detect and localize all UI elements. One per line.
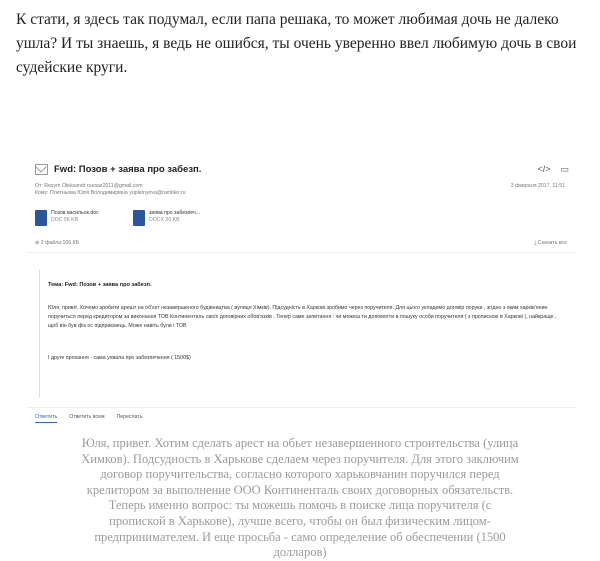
forward-button[interactable]: Переслать bbox=[116, 414, 143, 420]
reply-button[interactable]: Ответить bbox=[35, 414, 57, 423]
quoted-body: Юля, привіт. Хочемо зробити арешт на об'єкт незавершеного будівництва ( вулиця Хімків). Підсудність в Харкові зробимо через поручителя. Для цього укладемо договір поруки , згідно з яким харків'янин поручиться перед кредитором за виконання ТОВ Континенталь своїх договірних обов'язків . Тепер саме запитання : чи можеш ти допомогти в пошуку особи поручителя ( з пропискою в Харкові ), найкраще , щоб він був фіз ос підприємець. Може навіть були і ТОВ bbox=[48, 305, 557, 329]
email-subject: Fwd: Позов + заява про забезп. bbox=[54, 164, 202, 175]
reply-all-button[interactable]: Ответить всем bbox=[69, 414, 105, 420]
quoted-message bbox=[39, 270, 570, 398]
code-icon[interactable]: </> bbox=[537, 164, 551, 174]
quoted-request: І друге прохання - сама ухвала про забезпечення ( 1500$) bbox=[48, 355, 191, 361]
email-date: 3 февраля 2017, 11:51 bbox=[510, 183, 565, 189]
attachment-1[interactable] bbox=[35, 210, 99, 226]
attachment-2[interactable] bbox=[133, 210, 200, 226]
download-icon: ⤓ bbox=[534, 240, 538, 246]
email-meta bbox=[35, 183, 186, 197]
divider bbox=[27, 407, 575, 408]
files-summary bbox=[35, 240, 79, 246]
print-icon[interactable]: ▭ bbox=[560, 164, 569, 174]
files-summary-text: 2 файла 106 КБ bbox=[40, 240, 80, 246]
attachment-name: заява про забезпеч... bbox=[149, 210, 200, 216]
download-all-link[interactable] bbox=[534, 240, 567, 247]
word-doc-icon bbox=[35, 210, 47, 226]
email-toolbar bbox=[537, 164, 569, 175]
email-screenshot bbox=[27, 150, 575, 430]
download-all-label: Скачать все bbox=[537, 240, 567, 246]
email-subject-row bbox=[35, 164, 201, 175]
quoted-subject: Тема: Fwd: Позов + заява про забезп. bbox=[48, 282, 152, 288]
email-actions bbox=[35, 414, 142, 423]
attachment-name: Позов васильок.doc bbox=[51, 210, 99, 216]
translation-caption: Юля, привет. Хотим сделать арест на обьет незавершенного строительства (улица Химков). Подсудность в Харькове сделаем через поручителя. Для этого заключим договор поручительства, согласно которого харьковчанин поручился перед крелитором за выполнение ООО Континенталь своих договорных обязательств. Теперь именно вопрос: ты можешь помочь в поиске лица поручителя (с пропиской в Харькове), лучше всего, чтобы он был физическим лицом-предпринимателем. И еще просьба - само определение об обеспечении (1500 долларов) bbox=[81, 436, 519, 560]
attachment-size: DOC 56 KB bbox=[51, 217, 79, 223]
word-doc-icon bbox=[133, 210, 145, 226]
attachments-toggle-icon[interactable]: ⊕ bbox=[35, 240, 41, 246]
intro-paragraph: К стати, я здесь так подумал, если папа решака, то может любимая дочь не далеко ушла? И ты знаешь, я ведь не ошибся, ты очень уверенно ввел любимую дочь в свои судейские круги. bbox=[16, 11, 577, 76]
email-from: От: Resym Oleksandr ruesaz2011@gmail.com bbox=[35, 183, 143, 189]
attachment-size: DOCX 20 KB bbox=[149, 217, 180, 223]
envelope-icon bbox=[35, 164, 48, 175]
divider bbox=[27, 252, 575, 253]
email-to: Кому: Плетньова Юлія Володимирівна yupletnyova@rambler.ru bbox=[35, 190, 186, 196]
